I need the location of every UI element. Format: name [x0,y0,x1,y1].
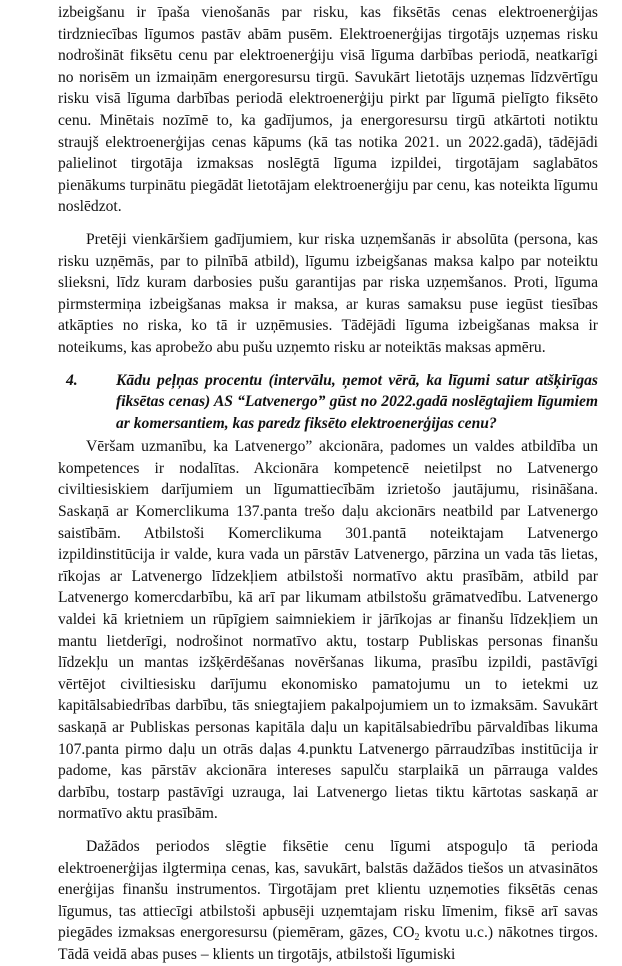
question-number: 4. [66,371,78,389]
paragraph-fixed-price-contracts [58,836,598,966]
paragraph-termination-fee: Pretēji vienkāršiem gadījumiem, kur riska uzņemšanās ir absolūta (persona, kas risku uzņēmās, par to pilnībā atbild), līgumu izbeigšanas maksa kalpo par noteiktu slieksni, līdz kuram darbosies pušu garantijas par riska uzņemšanos. Proti, līguma pirmstermiņa izbeigšanas maksa ir maksa, ar kuras samaksu puse iegūst tiesības atkāpties no riska, ko tā ir uzņēmusies. Tādējādi līguma izbeigšanas maksa ir noteikums, kas aprobežo abu pušu uzņemto risku ar noteiktās maksas apmēru. [58,230,598,356]
paragraph-text-part1: Dažādos periodos slēgtie fiksētie cenu līgumi atspoguļo tā perioda elektroenerģijas ilgtermiņa cenas, kas, savukārt, balstās dažādos tiešos un atvasinātos enerģijas finanšu instrumentos. Tirgotājam pret klientu uzņemoties fiksētās cenas līgumus, tas attiecīgi atbilstoši apbusēji uzņemtajam risku līmenim, fiksē arī savas piegādes izmaksas energoresursu (piemēram, gāzes, CO [58,837,598,942]
co2-subscript: 2 [414,932,420,944]
document-page [58,2,598,966]
paragraph-answer-governance: Vēršam uzmanību, ka Latvenergo” akcionāra, padomes un valdes atbildība un kompetences ir nodalītas. Akcionāra kompetencē neietilpst no Latvenergo civiltiesiskiem darījumiem un līgumattiecībām izrietošo jautājumu, risināšana. Saskaņā ar Komerclikuma 137.panta trešo daļu akcionārs neatbild par Latvenergo saistībām. Atbilstoši Komerclikuma 301.pantā noteiktajam Latvenergo izpildinstitūcija ir valde, kura vada un pārstāv Latvenergo, pārzina un vada tās lietas, rīkojas ar Latvenergo līdzekļiem atbilstoši normatīvo aktu prasībām, atbild par Latvenergo komercdarbību, kā arī par likumam atbilstošu grāmatvedību. Latvenergo valdei kā krietniem un rūpīgiem saimniekiem ir jārīkojas ar finanšu līdzekļiem un mantu lietderīgi, nodrošinot normatīvo aktu, tostarp Publiskas personas finanšu līdzekļu un mantas izšķērdēšanas novēršanas likuma, prasību izpildi, pastāvīgi vērtējot civiltiesisku darījumu ekonomisko pamatojumu un to ietekmi uz kapitālsabiedrības darbību, tās sniegtajiem pakalpojumiem un to izmaksām. Savukārt saskaņā ar Publiskas personas kapitāla daļu un kapitālsabiedrību pārvaldības likuma 107.panta pirmo daļu un otrās daļas 4.punktu Latvenergo pārraudzības institūcija ir padome, kas pārstāv akcionāra intereses sapulču starplaikā un pārrauga valdes darbību, tostarp pastāvīgi uzrauga, lai Latvenergo lietas tiktu kārtotas saskaņā ar normatīvo aktu prasībām. [58,438,598,823]
paragraph-continuation: izbeigšanu ir īpaša vienošanās par risku, kas fiksētās cenas elektroenerģijas tirdzniecības līgumos pastāv abām pusēm. Elektroenerģijas tirgotājs uzņemas risku nodrošināt fiksētu cenu par elektroenerģiju visā līguma darbības periodā, neatkarīgi no norisēm un izmaiņām energoresursu tirgū. Savukārt lietotājs uzņemas līdzvērtīgu risku visā līguma darbības periodā elektroenerģiju pirkt par līgumā pielīgto fiksēto cenu. Minētais nozīmē to, ka gadījumos, ja energoresursu tirgū atkārtoti notiktu straujš elektroenerģijas cenas kāpums (kā tas notika 2021. un 2022.gadā), tādējādi palielinot tirgotāja izmaksas noslēgtā līguma izpildei, tirgotājam saglabātos pienākums turpinātu piegādāt lietotājam elektroenerģiju par cenu, kas noteikta līgumu noslēdzot. [58,4,598,216]
paragraph-text-part2: kvotu u.c.) nākotnes tirgos. Tādā veidā abas puses – klients un tirgotājs, atbilstoši līgumiski [58,924,599,963]
question-text: Kādu peļņas procentu (intervālu, ņemot vērā, ka līgumi satur atšķirīgas fiksētas cenas) AS “Latvenergo” gūst no 2022.gadā noslēgtajiem līgumiem ar komersantiem, kas paredz fiksēto elektroenerģijas cenu? [116,371,598,432]
question-heading [58,370,598,435]
